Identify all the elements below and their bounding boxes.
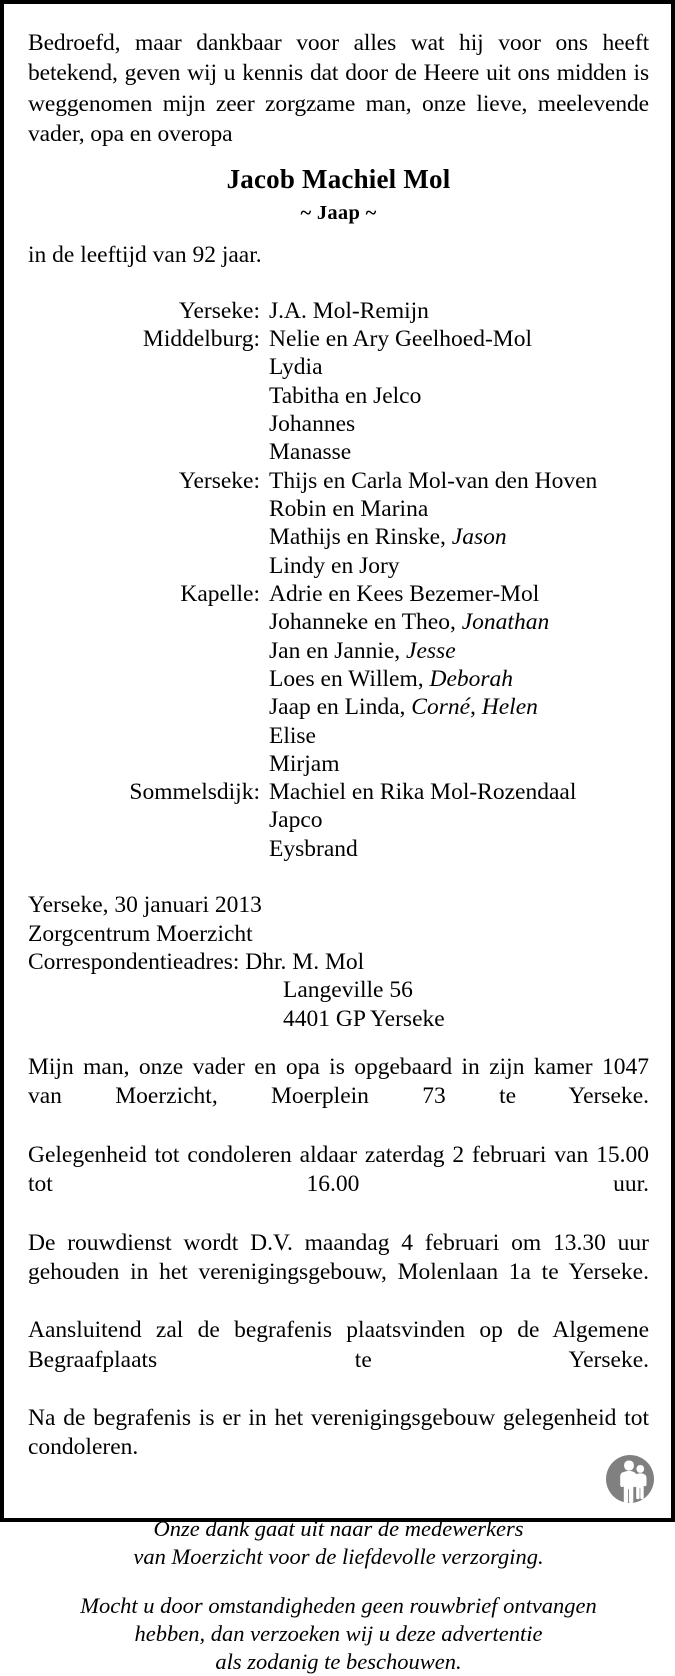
institution-name: Zorgcentrum Moerzicht [28, 920, 253, 947]
family-place [28, 552, 269, 580]
general-notice-line-2: hebben, dan verzoeken wij u deze advertentie [134, 1620, 543, 1646]
family-name-text: Jan en Jannie, [269, 637, 407, 664]
family-row [28, 750, 597, 778]
family-place [28, 835, 269, 863]
family-name-italic: Deborah [429, 665, 514, 692]
family-name-text: Lindy en Jory [269, 552, 400, 579]
family-name-text: Johannes [269, 411, 356, 438]
service-paragraph: De rouwdienst wordt D.V. maandag 4 februari om 13.30 uur gehouden in het verenigingsgebouw, Molenlaan 1a te Yerseke. [28, 1229, 649, 1285]
after-burial-paragraph: Na de begrafenis is er in het verenigingsgebouw gelegenheid tot condoleren. [28, 1405, 649, 1461]
correspondence-address: Correspondentieadres: Dhr. M. Mol [28, 948, 365, 975]
deceased-full-name: Jacob Machiel Mol [226, 164, 451, 195]
family-row [28, 665, 597, 693]
family-row [28, 382, 597, 410]
family-place [28, 382, 269, 410]
family-list [28, 297, 597, 863]
family-name-italic: Jonathan [461, 609, 550, 636]
family-name [269, 495, 597, 523]
obituary-content [4, 4, 671, 1676]
family-name [269, 523, 597, 551]
family-name [269, 693, 597, 721]
family-place [28, 806, 269, 834]
family-name-text: Johanneke en Theo, [269, 609, 462, 636]
family-place [28, 750, 269, 778]
correspondence-street: Langeville 56 [283, 977, 413, 1004]
family-place: Kapelle: [180, 580, 260, 607]
family-row [28, 410, 597, 438]
family-row [28, 722, 597, 750]
family-name-text: J.A. Mol-Remijn [269, 297, 429, 324]
family-row [28, 297, 597, 325]
family-place [28, 665, 269, 693]
general-notice-line-3: als zodanig te beschouwen. [215, 1649, 462, 1675]
address-block [28, 891, 649, 1033]
correspondence-postal-city: 4401 GP Yerseke [283, 1005, 445, 1032]
general-notice-line-1: Mocht u door omstandigheden geen rouwbrief ontvangen [80, 1592, 597, 1618]
family-name-text: Adrie en Kees Bezemer-Mol [269, 580, 540, 607]
family-place [28, 353, 269, 381]
place-and-date: Yerseke, 30 januari 2013 [28, 892, 262, 919]
family-name-italic: Corné, Helen [411, 694, 538, 721]
family-row [28, 778, 597, 806]
family-row [28, 467, 597, 495]
family-name [269, 410, 597, 438]
family-name-text: Robin en Marina [269, 496, 429, 523]
family-name [269, 778, 597, 806]
deceased-name-block [28, 165, 649, 224]
family-name-text: Thijs en Carla Mol-van den Hoven [269, 467, 598, 494]
family-place: Yerseke: [178, 467, 260, 494]
family-name [269, 722, 597, 750]
family-name [269, 637, 597, 665]
family-place [28, 410, 269, 438]
family-name-text: Eysbrand [269, 835, 358, 862]
family-name-text: Mirjam [269, 750, 340, 777]
family-name-text: Nelie en Ary Geelhoed-Mol [269, 326, 532, 353]
family-row [28, 637, 597, 665]
family-name [269, 325, 597, 353]
family-name [269, 835, 597, 863]
family-name [269, 438, 597, 466]
family-name-text: Manasse [269, 439, 352, 466]
family-row [28, 580, 597, 608]
family-name [269, 297, 597, 325]
family-row [28, 438, 597, 466]
thanks-line-2: van Moerzicht voor de liefdevolle verzorging. [133, 1543, 544, 1569]
family-place [28, 637, 269, 665]
family-row [28, 495, 597, 523]
family-row [28, 552, 597, 580]
family-row [28, 693, 597, 721]
family-name [269, 665, 597, 693]
family-name-text: Elise [269, 722, 316, 749]
family-place [28, 495, 269, 523]
family-place [28, 438, 269, 466]
family-place: Sommelsdijk: [129, 779, 260, 806]
arrangements-block [28, 1053, 649, 1492]
family-place [28, 693, 269, 721]
family-name-text: Lydia [269, 354, 323, 381]
general-notice-block [28, 1592, 649, 1676]
family-row [28, 835, 597, 863]
thanks-block [28, 1515, 649, 1571]
family-name [269, 580, 597, 608]
funeral-care-logo-icon [605, 1454, 655, 1504]
laid-out-paragraph: Mijn man, onze vader en opa is opgebaard in zijn kamer 1047 van Moerzicht, Moerplein 73 te Yerseke. [28, 1054, 649, 1110]
family-row [28, 325, 597, 353]
family-name-text: Japco [269, 807, 323, 834]
family-name-text: Tabitha en Jelco [269, 382, 422, 409]
family-name [269, 353, 597, 381]
intro-paragraph: Bedroefd, maar dankbaar voor alles wat hij voor ons heeft betekend, geven wij u kennis dat door de Heere uit ons midden is weggenomen mijn zeer zorgzame man, onze lieve, meelevende vader, opa en overopa [28, 30, 649, 147]
family-place [28, 608, 269, 636]
family-name [269, 467, 597, 495]
family-row [28, 353, 597, 381]
family-name-text: Jaap en Linda, [269, 694, 412, 721]
family-name [269, 608, 597, 636]
condolence-paragraph: Gelegenheid tot condoleren aldaar zaterdag 2 februari van 15.00 tot 16.00 uur. [28, 1141, 649, 1198]
family-name [269, 382, 597, 410]
thanks-line-1: Onze dank gaat uit naar de medewerkers [153, 1515, 524, 1541]
family-name-italic: Jesse [406, 637, 456, 664]
family-name [269, 552, 597, 580]
age-line: in de leeftijd van 92 jaar. [28, 242, 262, 269]
burial-paragraph: Aansluitend zal de begrafenis plaatsvinden op de Algemene Begraafplaats te Yerseke. [28, 1317, 649, 1373]
family-place: Yerseke: [178, 297, 260, 324]
family-row [28, 608, 597, 636]
deceased-nickname: ~ Jaap ~ [300, 201, 377, 224]
family-name-text: Mathijs en Rinske, [269, 524, 452, 551]
family-row [28, 806, 597, 834]
family-list-body [28, 297, 597, 863]
family-name-text: Machiel en Rika Mol-Rozendaal [269, 779, 577, 806]
family-place: Middelburg: [142, 326, 260, 353]
family-name [269, 806, 597, 834]
family-name-text: Loes en Willem, [269, 665, 430, 692]
family-place [28, 523, 269, 551]
family-row [28, 523, 597, 551]
family-name [269, 750, 597, 778]
family-place [28, 722, 269, 750]
family-name-italic: Jason [451, 524, 507, 551]
